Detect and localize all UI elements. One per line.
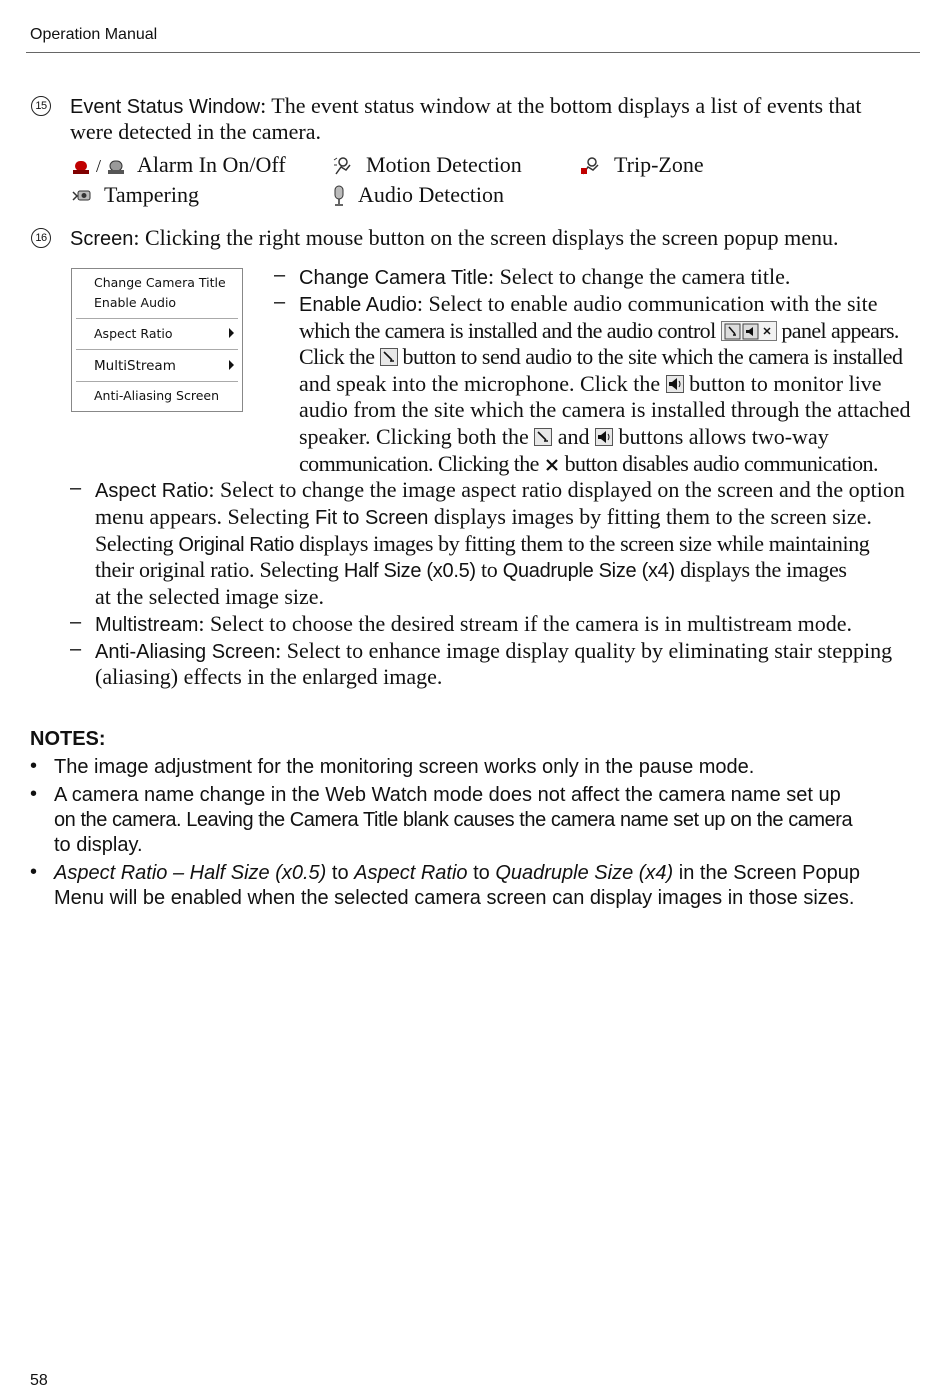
note-3-line-2: Menu will be enabled when the selected camera screen can display images in those sizes.	[54, 887, 855, 909]
dash-marker: –	[70, 477, 82, 499]
alarm-on-icon	[72, 157, 90, 180]
dash-marker: –	[274, 264, 286, 286]
option-aspect-ratio-line-5: at the selected image size.	[95, 584, 325, 609]
option-enable-audio-line-5: audio from the site which the camera is installed through the attached	[299, 397, 911, 422]
dash-marker: –	[274, 291, 286, 313]
menu-separator	[76, 349, 238, 351]
option-enable-audio-line-3	[299, 344, 902, 371]
text-fragment: Selecting	[95, 531, 174, 556]
menu-separator	[76, 318, 238, 320]
event-status-paragraph	[70, 93, 862, 121]
option-aspect-ratio-line-3	[95, 531, 869, 559]
notes-heading: NOTES:	[30, 728, 106, 750]
text-fragment: button to send audio to the site which the camera is installed	[402, 344, 903, 369]
option-aspect-ratio-line-2	[95, 504, 872, 532]
menu-item-aspect-ratio[interactable]: Aspect Ratio	[94, 326, 173, 341]
bullet-marker: •	[30, 861, 38, 883]
option-aspect-ratio-text-1: : Select to change the image aspect ratio displayed on the screen and the option	[208, 477, 905, 502]
option-aspect-ratio-term: Aspect Ratio	[95, 480, 209, 502]
tampering-icon	[72, 188, 94, 209]
option-enable-audio-term: Enable Audio	[299, 294, 417, 316]
microphone-icon	[534, 428, 552, 446]
bullet-marker: •	[30, 755, 38, 777]
screen-paragraph	[70, 225, 838, 253]
dash-marker: –	[70, 638, 82, 660]
option-enable-audio	[299, 291, 878, 319]
submenu-arrow-icon	[229, 328, 234, 338]
trip-zone-icon	[580, 156, 602, 181]
motion-detection-icon	[332, 156, 354, 181]
close-icon	[544, 453, 560, 480]
page-header-title: Operation Manual	[30, 26, 158, 43]
text-fragment: which the camera is installed and the audio control	[299, 318, 716, 343]
option-enable-audio-line-7	[299, 451, 878, 480]
text-fragment: and speak into the microphone. Click the	[299, 371, 661, 396]
text-fragment: in the Screen Popup	[673, 862, 860, 884]
option-multistream	[95, 611, 852, 639]
note-2-line-3: to display.	[54, 834, 143, 856]
event-alarm: / Alarm In On/Off	[72, 152, 286, 178]
text-fragment: to	[480, 557, 498, 582]
term-fit-to-screen: Fit to Screen	[314, 507, 429, 529]
menu-item-change-camera-title[interactable]: Change Camera Title	[94, 275, 226, 290]
event-audio-label: Audio Detection	[358, 182, 505, 207]
text-fragment: communication. Clicking the	[299, 451, 539, 476]
option-aspect-ratio	[95, 477, 905, 505]
term-half-size: Half Size (x0.5)	[343, 560, 476, 582]
microphone-icon	[380, 348, 398, 366]
bullet-marker: •	[30, 783, 38, 805]
option-enable-audio-text-1: : Select to enable audio communication with the site	[416, 291, 878, 316]
text-fragment: button disables audio communication.	[564, 451, 878, 476]
text-fragment: buttons allows two-way	[618, 424, 829, 449]
option-multistream-text: : Select to choose the desired stream if the camera is in multistream mode.	[198, 611, 853, 636]
text-fragment: panel appears.	[781, 318, 899, 343]
event-tampering-label: Tampering	[104, 182, 199, 207]
event-tampering	[72, 182, 199, 208]
submenu-arrow-icon	[229, 360, 234, 370]
event-trip-zone-label: Trip-Zone	[614, 152, 704, 177]
term-original-ratio: Original Ratio	[178, 534, 294, 556]
option-anti-aliasing-term: Anti-Aliasing Screen	[95, 641, 276, 663]
term-quadruple-size: Quadruple Size (x4)	[502, 560, 675, 582]
option-anti-aliasing-line-2: (aliasing) effects in the enlarged image.	[95, 664, 443, 689]
page-number: 58	[30, 1372, 48, 1389]
speaker-icon	[666, 375, 684, 393]
audio-detection-icon	[332, 185, 346, 212]
audio-control-panel	[721, 321, 777, 341]
option-change-title-term: Change Camera Title	[299, 267, 488, 289]
option-enable-audio-line-4	[299, 371, 882, 398]
text-fragment: displays images by fitting them to the screen size.	[433, 504, 872, 529]
text-fragment: button to monitor live	[689, 371, 882, 396]
option-multistream-term: Multistream	[95, 614, 199, 636]
item-number-15: 15	[31, 96, 51, 116]
alarm-off-icon	[107, 157, 125, 180]
menu-item-anti-aliasing[interactable]: Anti-Aliasing Screen	[94, 388, 220, 403]
menu-item-enable-audio[interactable]: Enable Audio	[94, 295, 177, 310]
note-1: The image adjustment for the monitoring screen works only in the pause mode.	[54, 756, 755, 778]
text-fragment: displays the images	[680, 557, 847, 582]
header-divider	[26, 52, 920, 53]
text-fragment: Aspect Ratio – Half Size (x0.5)	[54, 862, 327, 884]
option-anti-aliasing-text-1: : Select to enhance image display quality by eliminating stair stepping	[275, 638, 893, 663]
note-2-line-2: on the camera. Leaving the Camera Title blank causes the camera name set up on the camera	[54, 809, 853, 831]
event-status-term: Event Status Window	[70, 96, 261, 118]
screen-popup-menu	[71, 268, 243, 412]
note-3-line-1	[54, 862, 860, 885]
screen-term: Screen	[70, 228, 134, 250]
text-fragment: Quadruple Size (x4)	[495, 862, 674, 884]
screen-text: : Clicking the right mouse button on the screen displays the screen popup menu.	[133, 225, 839, 250]
option-aspect-ratio-line-4	[95, 557, 847, 585]
text-fragment: Aspect Ratio	[354, 862, 468, 884]
option-change-title-text: : Select to change the camera title.	[487, 264, 791, 289]
event-audio	[332, 182, 504, 208]
event-motion-label: Motion Detection	[366, 152, 522, 177]
option-anti-aliasing	[95, 638, 892, 666]
event-alarm-label: Alarm In On/Off	[137, 152, 286, 177]
dash-marker: –	[70, 611, 82, 633]
event-status-text: : The event status window at the bottom displays a list of events that	[260, 93, 862, 118]
text-fragment: displays images by fitting them to the screen size while maintaining	[299, 531, 870, 556]
event-motion	[332, 152, 522, 178]
note-2-line-1: A camera name change in the Web Watch mode does not affect the camera name set up	[54, 784, 841, 806]
event-trip-zone	[580, 152, 704, 178]
text-fragment: and	[557, 424, 590, 449]
menu-separator	[76, 381, 238, 383]
speaker-icon	[595, 428, 613, 446]
option-enable-audio-line-6	[299, 424, 829, 451]
option-enable-audio-line-2	[299, 318, 899, 345]
text-fragment: to	[326, 862, 355, 884]
text-fragment: Click the	[299, 344, 375, 369]
text-fragment: menu appears. Selecting	[95, 504, 310, 529]
item-number-16: 16	[31, 228, 51, 248]
event-status-text-2: were detected in the camera.	[70, 119, 322, 144]
text-fragment: their original ratio. Selecting	[95, 557, 339, 582]
text-fragment: to	[467, 862, 496, 884]
menu-item-multistream[interactable]: MultiStream	[94, 358, 176, 374]
text-fragment: speaker. Clicking both the	[299, 424, 529, 449]
option-change-title	[299, 264, 790, 292]
